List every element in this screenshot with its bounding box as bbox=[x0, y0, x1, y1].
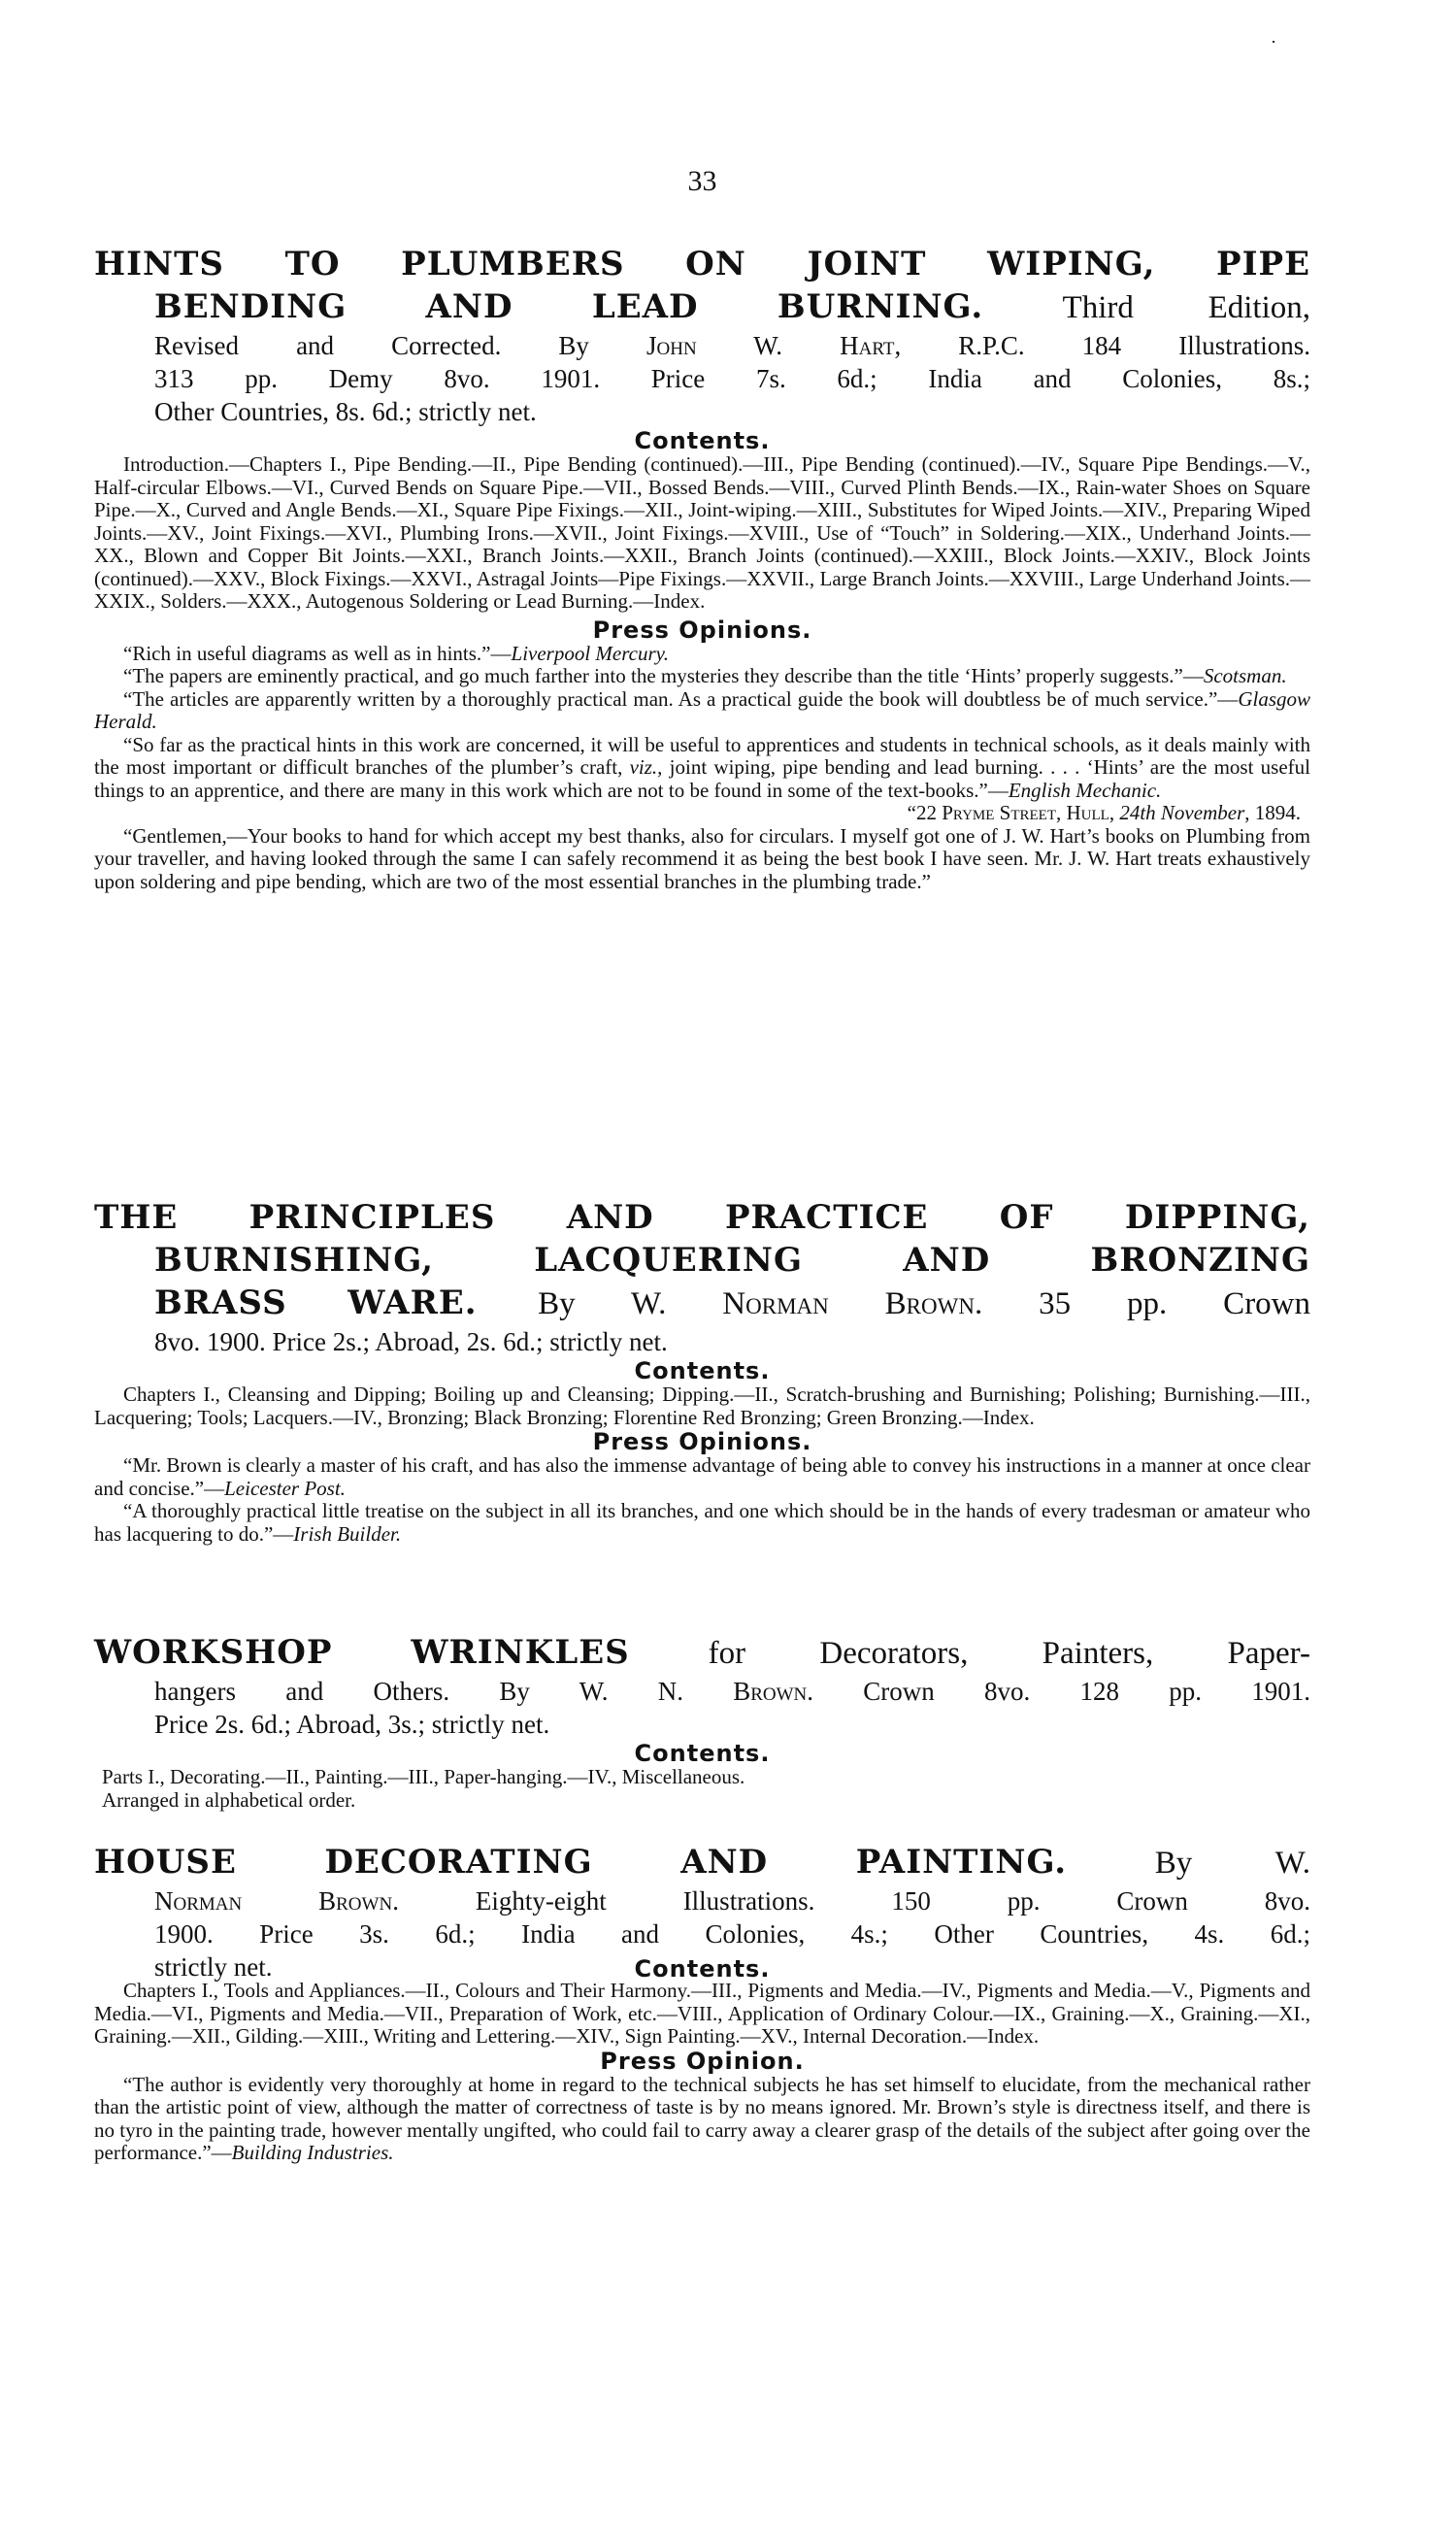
author-name: Norman Brown bbox=[154, 1886, 393, 1916]
book-title-continued: BENDING AND LEAD BURNING. Third Edition, bbox=[154, 287, 1310, 326]
press-quote: “So far as the practical hints in this work are concerned, it will be useful to apprentices and students in technical schools, as it deals mainly with the most important or difficult branches of the plumber’s craft, viz., joint wiping, pipe bending and lead burning. . . . ‘Hints’ are the most useful things to an apprentice, and there are many in this work which are not to be found in some of the text-books.”—English Mechanic. bbox=[94, 732, 1310, 802]
book-entry-house-decorating bbox=[94, 1841, 1310, 2165]
quote-source: Liverpool Mercury. bbox=[511, 641, 670, 665]
book-price-line: Other Countries, 8s. 6d.; strictly net. bbox=[154, 397, 537, 426]
book-entry-workshop-wrinkles bbox=[94, 1631, 1310, 1812]
quote-source: Irish Builder. bbox=[293, 1521, 402, 1546]
author-line: By W. Norman Brown. 35 pp. Crown bbox=[538, 1286, 1311, 1321]
quote-source: English Mechanic. bbox=[1008, 778, 1162, 802]
press-opinions bbox=[94, 2074, 1310, 2165]
book-price-line: strictly net. bbox=[154, 1952, 273, 1982]
price-and-contents-row bbox=[94, 1950, 1310, 1983]
book-price-line: 1900. Price 3s. 6d.; India and Colonies, 4s.; Other Countries, 4s. 6d.; bbox=[154, 1919, 1310, 1949]
author-name: John W. Hart bbox=[646, 331, 895, 360]
author-name: Norman Brown bbox=[722, 1286, 975, 1321]
press-quote: “The articles are apparently written by a thoroughly practical man. As a practical guide the book will doubtless be of much service.”—Glasgow Herald. bbox=[94, 686, 1310, 733]
page-number: 33 bbox=[687, 165, 717, 197]
press-opinion-heading: Press Opinion. bbox=[600, 2047, 805, 2075]
contents-text: Chapters I., Tools and Appliances.—II., Colours and Their Harmony.—III., Pigments and Media.—IV., Pigments and Media.—V., Pigments and Media.—VI., Pigments and Media.—VII., Preparation of Work, etc.—VIII., Application of Ordinary Colour.—IX., Graining.—X., Graining.—XI., Graining.—XII., Gilding.—XIII., Writing and Lettering.—XIV., Sign Painting.—XV., Internal Decoration.—Index. bbox=[94, 1979, 1310, 2048]
press-quote: “The author is evidently very thoroughly at home in regard to the technical subjects he has set himself to elucidate, from the mechanical rather than the artistic point of view, although the matter of correctness of taste is by no means ignored. Mr. Brown’s style is directness itself, and there is no tyro in the painting trade, however mentally ungifted, who could fail to carry away a clearer grasp of the details of the subject after going over the performance.”—Building Industries. bbox=[94, 2072, 1310, 2164]
book-details: hangers and Others. By W. N. Brown. Crown 8vo. 128 pp. 1901. bbox=[154, 1677, 1310, 1706]
contents-heading: Contents. bbox=[634, 1357, 771, 1384]
book-title-continued: BURNISHING, LACQUERING AND BRONZING bbox=[154, 1241, 1310, 1280]
letter-body: “Gentlemen,—Your books to hand for which accept my best thanks, also for circulars. I myself got one of J. W. Hart’s books on Plumbing from your traveller, and having looked through the same I can safely recommend it as being the best book I have seen. Mr. J. W. Hart treats exhaustively upon soldering and pipe bending, which are two of the most essential branches in the plumbing trade.” bbox=[94, 823, 1310, 893]
book-title-continued: BRASS WARE. By W. Norman Brown. 35 pp. Crown bbox=[154, 1283, 1311, 1322]
contents-heading: Contents. bbox=[634, 427, 771, 454]
book-price-line: Price 2s. 6d.; Abroad, 3s.; strictly net. bbox=[154, 1710, 550, 1739]
book-title: HOUSE DECORATING AND PAINTING. By W. bbox=[94, 1843, 1310, 1882]
quote-source: Leicester Post. bbox=[224, 1476, 346, 1500]
book-title: HINTS TO PLUMBERS ON JOINT WIPING, PIPE bbox=[94, 245, 1310, 283]
contents-text: Chapters I., Cleansing and Dipping; Boiling up and Cleansing; Dipping.—II., Scratch-brushing and Burnishing; Polishing; Burnishing.—III., Lacquering; Tools; Lacquers.—IV., Bronzing; Black Bronzing; Florentine Red Bronzing; Green Bronzing.—Index. bbox=[94, 1383, 1310, 1429]
press-opinions bbox=[94, 1454, 1310, 1546]
contents-heading: Contents. bbox=[634, 1740, 771, 1767]
book-price-line: 313 pp. Demy 8vo. 1901. Price 7s. 6d.; India and Colonies, 8s.; bbox=[154, 364, 1310, 393]
author-name: Brown bbox=[733, 1677, 808, 1706]
press-opinions-heading: Press Opinions. bbox=[592, 616, 812, 644]
book-details: Revised and Corrected. By John W. Hart, R.P.C. 184 Illustrations. bbox=[154, 331, 1310, 360]
press-opinions-heading: Press Opinions. bbox=[592, 1428, 812, 1455]
letter-address: “22 Pryme Street, Hull, 24th November, 1894. bbox=[907, 801, 1301, 824]
press-opinions bbox=[94, 643, 1310, 894]
book-entry-dipping-burnishing bbox=[94, 1196, 1310, 1546]
edition-note: Third Edition, bbox=[1062, 290, 1310, 325]
book-entry-hints-to-plumbers bbox=[94, 243, 1310, 893]
quote-source: Scotsman. bbox=[1203, 664, 1287, 687]
press-quote: “Rich in useful diagrams as well as in hints.”—Liverpool Mercury. bbox=[123, 641, 670, 665]
book-details: Norman Brown. Eighty-eight Illustrations. 150 pp. Crown 8vo. bbox=[154, 1886, 1310, 1916]
contents-heading: Contents. bbox=[634, 1955, 771, 1983]
quote-source: Glasgow Herald. bbox=[94, 686, 1310, 733]
scan-speck bbox=[1273, 41, 1274, 43]
quote-source: Building Industries. bbox=[231, 2141, 394, 2164]
press-quote: “The papers are eminently practical, and go much farther into the mysteries they describe than the title ‘Hints’ properly suggests.”—Scotsman. bbox=[123, 664, 1287, 687]
book-title: THE PRINCIPLES AND PRACTICE OF DIPPING, bbox=[94, 1198, 1310, 1237]
book-title: WORKSHOP WRINKLES for Decorators, Painters, Paper- bbox=[94, 1633, 1310, 1672]
press-quote: “Mr. Brown is clearly a master of his craft, and has also the immense advantage of being able to convey his instructions in a manner at once clear and concise.”—Leicester Post. bbox=[94, 1453, 1310, 1500]
contents-text: Parts I., Decorating.—II., Painting.—III., Paper-hanging.—IV., Miscellaneous. Arranged in alphabetical order. bbox=[102, 1765, 745, 1812]
book-price-line: 8vo. 1900. Price 2s.; Abroad, 2s. 6d.; strictly net. bbox=[154, 1327, 668, 1356]
contents-text: Introduction.—Chapters I., Pipe Bending.—II., Pipe Bending (continued).—III., Pipe Bending (continued).—IV., Square Pipe Bendings.—V., Half-circular Elbows.—VI., Curved Bends on Square Pipe.—VII., Bossed Bends.—VIII., Curved Plinth Bends.—IX., Rain-water Shoes on Square Pipe.—X., Curved and Angle Bends.—XI., Square Pipe Fixings.—XII., Joint-wiping.—XIII., Substitutes for Wiped Joints.—XIV., Preparing Wiped Joints.—XV., Joint Fixings.—XVI., Plumbing Irons.—XVII., Joint Fixings.—XVIII., Use of “Touch” in Soldering.—XIX., Underhand Joints.—XX., Blown and Copper Bit Joints.—XXI., Branch Joints.—XXII., Branch Joints (continued).—XXIII., Block Joints.—XXIV., Block Joints (continued).—XXV., Block Fixings.—XXVI., Astragal Joints—Pipe Fixings.—XXVII., Large Branch Joints.—XXVIII., Large Underhand Joints.—XXIX., Solders.—XXX., Autogenous Soldering or Lead Burning.—Index. bbox=[94, 452, 1310, 613]
press-quote: “A thoroughly practical little treatise on the subject in all its branches, and one which should be in the hands of every tradesman or amateur who has lacquering to do.”—Irish Builder. bbox=[94, 1499, 1310, 1546]
